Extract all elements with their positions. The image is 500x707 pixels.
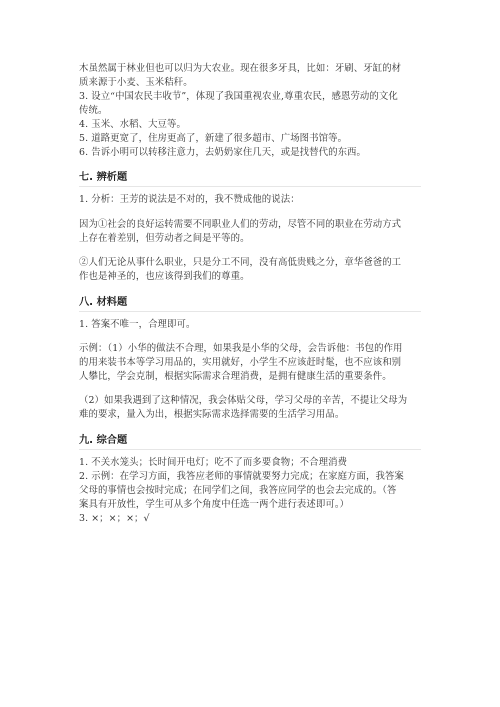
text-line: 质来源于小麦、玉米秸秆。 <box>79 77 193 88</box>
text-line: 上存在着差别，但劳动者之间是平等的。 <box>79 233 250 244</box>
text-line: 木虽然属于林业但也可以归为大农业。现在很多牙具，比如：牙刷、牙缸的材 <box>79 63 402 74</box>
text-line: 4. 玉米、水稻、大豆等。 <box>79 119 186 130</box>
text-line: 人攀比，学会克制，根据实际需求合理消费，是拥有健康生活的重要条件。 <box>79 371 392 382</box>
section-divider <box>79 449 421 450</box>
text-line: 因为①社会的良好运转需要不同职业人们的劳动，尽管不同的职业在劳动方式 <box>79 219 402 230</box>
text-line: 难的要求，量入为出，根据实际需求选择需要的生活学习用品。 <box>79 409 345 420</box>
text-line: 1. 不关水笼头；长时间开电灯；吃不了而多要食物；不合理消费 <box>79 457 348 468</box>
text-line: 父母的事情也会按时完成；在同学们之间，我答应同学的也会去完成的。（答 <box>79 485 397 496</box>
section-divider <box>79 311 421 312</box>
text-line: 的用来装书本等学习用品的，实用就好，小学生不应该赶时髦，也不应该和别 <box>79 357 402 368</box>
text-line: 5. 道路更宽了，住房更高了，新建了很多超市、广场图书馆等。 <box>79 133 348 144</box>
section-divider <box>79 186 421 187</box>
text-line: 2. 示例：在学习方面，我答应老师的事情就要努力完成；在家庭方面，我答案 <box>79 471 404 482</box>
text-line: 传统。 <box>79 105 108 116</box>
text-line: 3. ×；×；×；√ <box>79 513 150 524</box>
text-line: 作也是神圣的，也应该得到我们的尊重。 <box>79 271 250 282</box>
text-line: 3. 设立“中国农民丰收节”，体现了我国重视农业,尊重农民，感恩劳动的文化 <box>79 91 398 102</box>
section-heading: 七. 辨析题 <box>79 172 128 183</box>
section-heading: 九. 综合题 <box>79 435 128 446</box>
text-line: （2）如果我遇到了这种情况，我会体贴父母，学习父母的辛苦，不提让父母为 <box>79 395 408 406</box>
text-line: 案具有开放性，学生可从多个角度中任选一两个进行表述即可。） <box>79 499 350 510</box>
text-line: 1. 答案不唯一，合理即可。 <box>79 319 196 330</box>
text-line: 1. 分析：王芳的说法是不对的，我不赞成他的说法： <box>79 194 300 205</box>
text-line: 6. 告诉小明可以转移注意力，去奶奶家住几天，或是找替代的东西。 <box>79 147 367 158</box>
text-line: ②人们无论从事什么职业，只是分工不同，没有高低贵贱之分，章华爸爸的工 <box>79 257 402 268</box>
section-heading: 八. 材料题 <box>79 297 128 308</box>
text-line: 示例：（1）小华的做法不合理，如果我是小华的父母，会告诉他：书包的作用 <box>79 343 403 354</box>
